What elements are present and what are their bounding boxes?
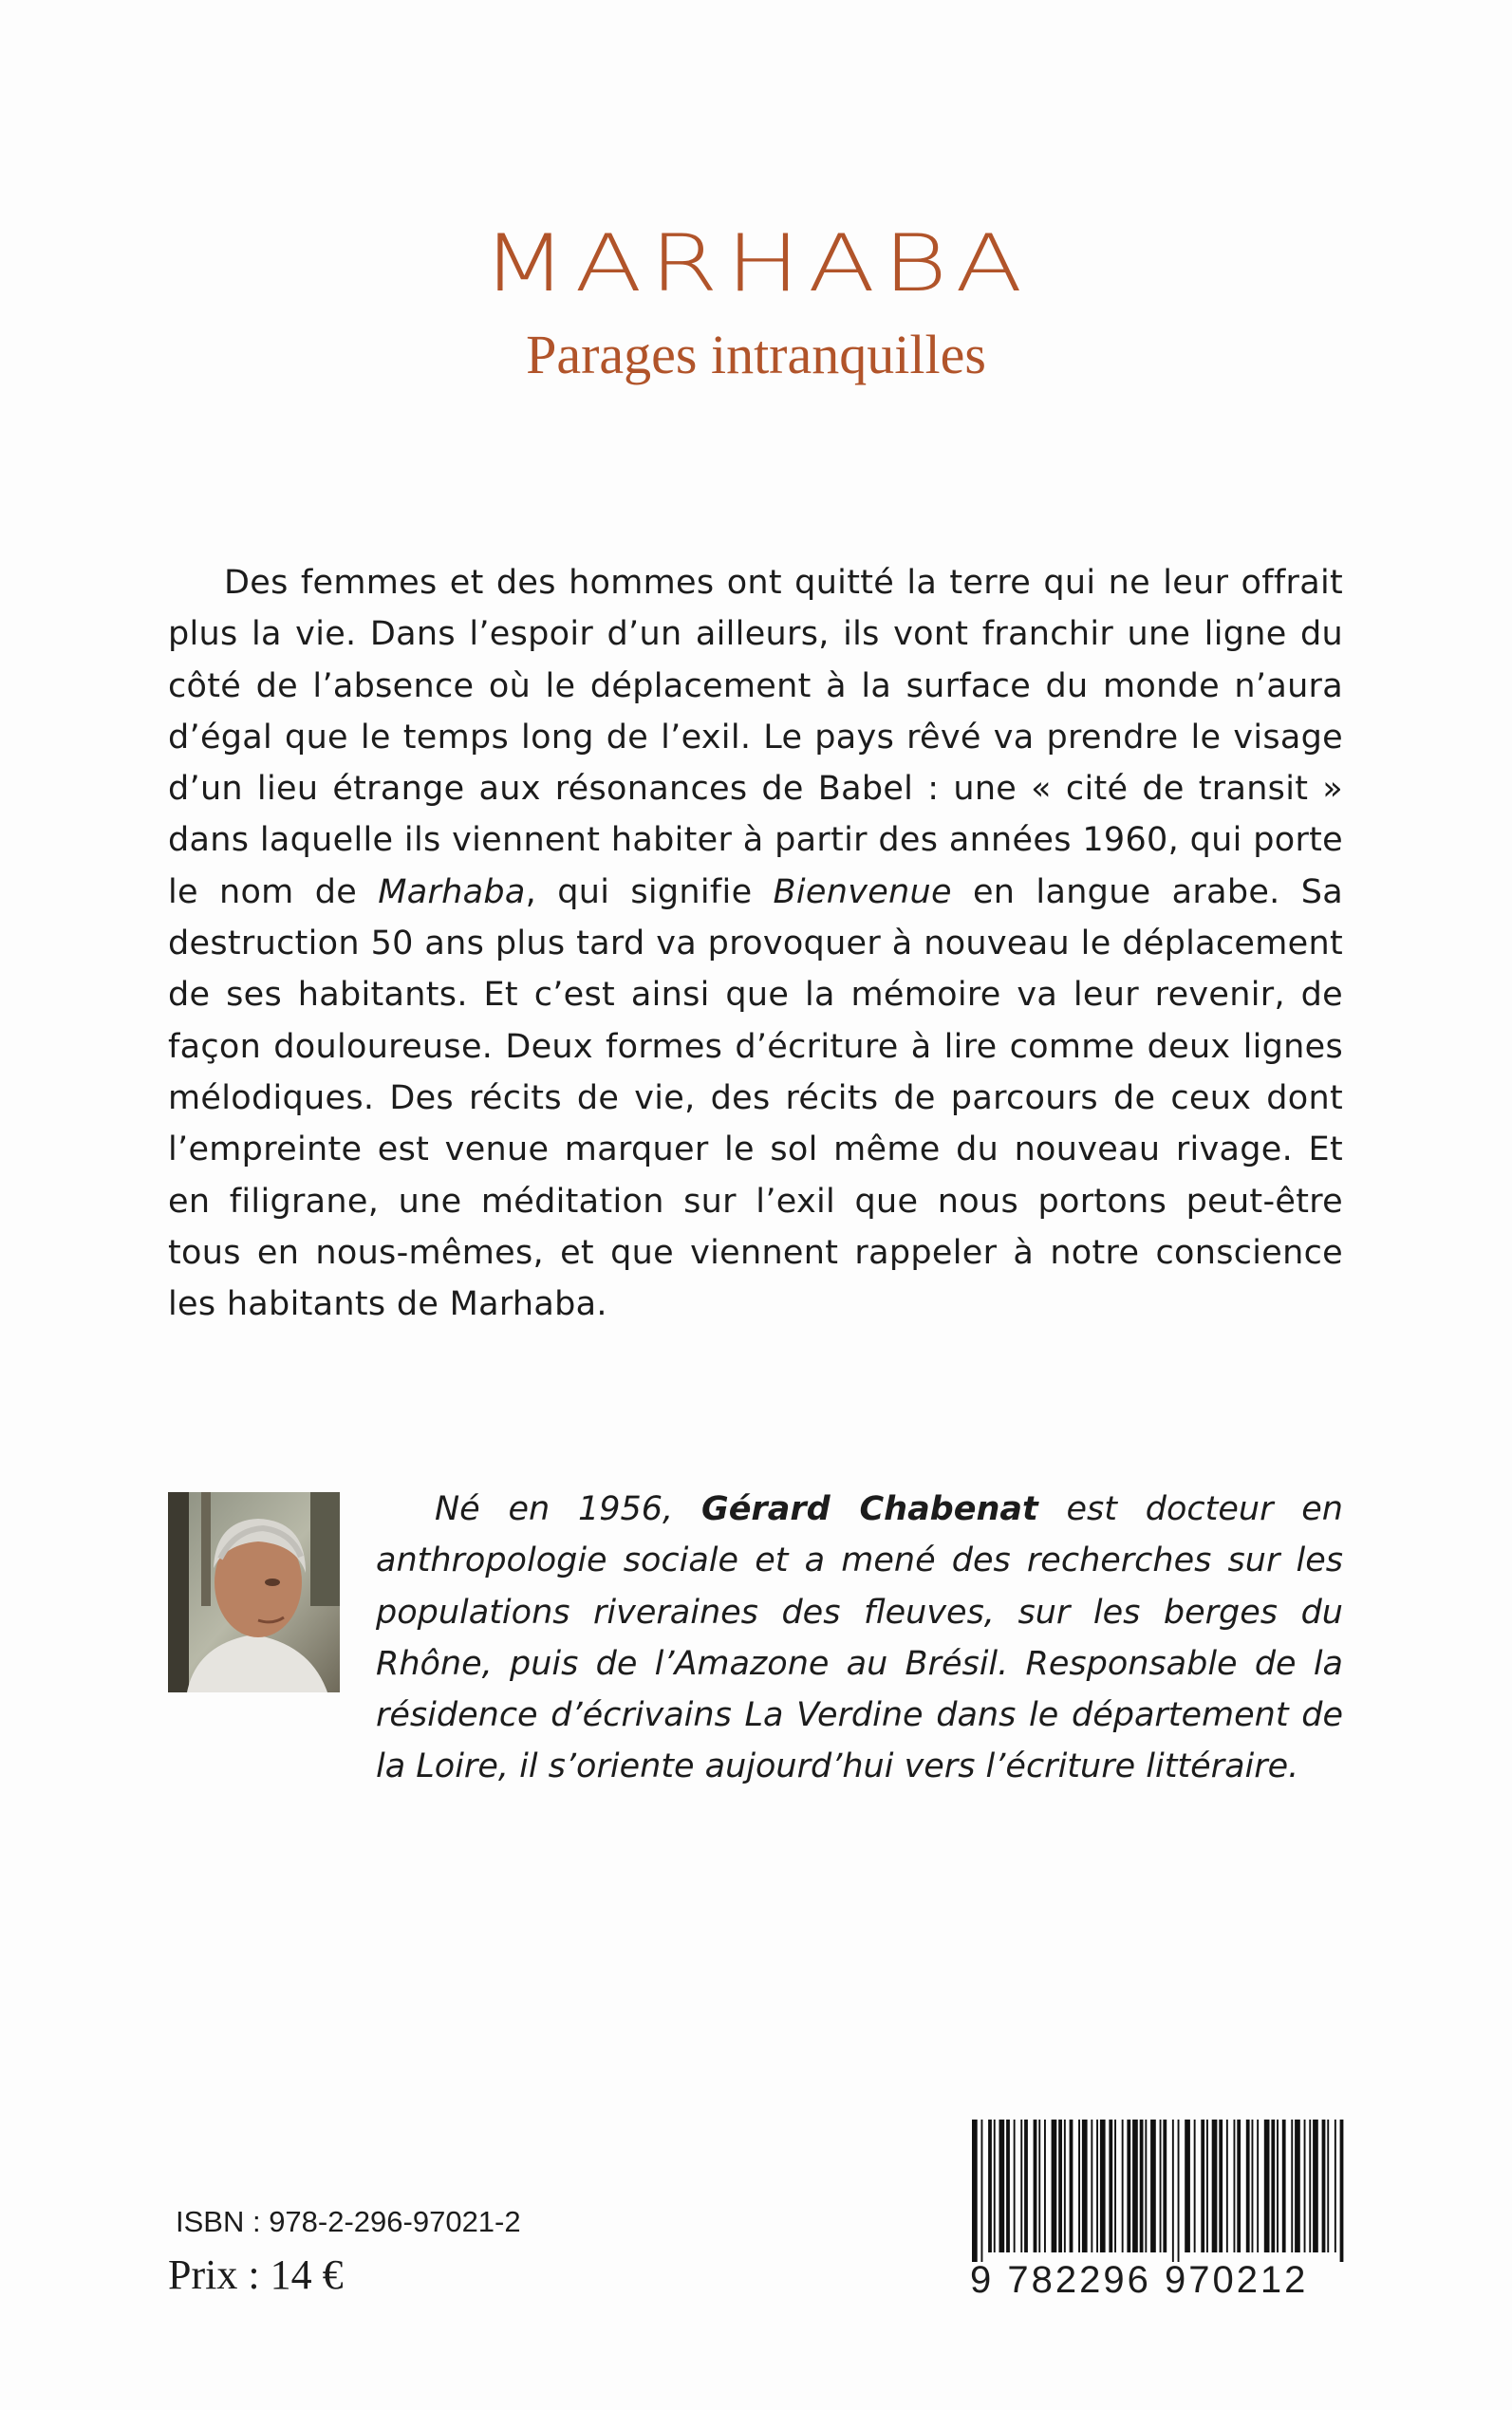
barcode-bar bbox=[1034, 2120, 1037, 2252]
isbn: ISBN : 978-2-296-97021-2 bbox=[176, 2205, 521, 2238]
barcode-bar bbox=[1194, 2120, 1196, 2252]
barcode-bar bbox=[1206, 2120, 1208, 2252]
barcode-bar bbox=[1052, 2120, 1057, 2252]
barcode-digits: 9 782296 970212 bbox=[970, 2259, 1309, 2301]
barcode-bar bbox=[1132, 2120, 1138, 2252]
barcode-bar bbox=[999, 2120, 1005, 2252]
barcode-bar bbox=[1304, 2120, 1306, 2252]
barcode-bar bbox=[1114, 2120, 1116, 2252]
barcode-bar bbox=[972, 2120, 978, 2262]
barcode-bar bbox=[1313, 2120, 1318, 2252]
author-bio-paragraph: Né en 1956, Gérard Chabenat est docteur en anthropologie sociale et a mené des recherches sur les populations riveraines des fleuves, sur les berges du Rhône, puis de l’Amazone au Brésil. Responsable de la résidence d’écrivains La Verdine dans le département de la Loire, il s’oriente aujourd’hui vers l’écriture littéraire. bbox=[376, 1490, 1343, 1786]
barcode-bar bbox=[1282, 2120, 1286, 2252]
barcode-bar bbox=[1178, 2120, 1180, 2262]
barcode-bar bbox=[1038, 2120, 1040, 2252]
book-title: MARHABA bbox=[481, 216, 1031, 309]
barcode-bar bbox=[1340, 2120, 1344, 2262]
barcode-bar bbox=[1096, 2120, 1098, 2252]
barcode-bar bbox=[1044, 2120, 1046, 2252]
barcode-bar bbox=[1246, 2120, 1250, 2252]
book-subtitle: Parages intranquilles bbox=[526, 324, 986, 385]
barcode-bar bbox=[1295, 2120, 1300, 2252]
barcode-bar bbox=[981, 2120, 983, 2262]
barcode-bar bbox=[1237, 2120, 1241, 2252]
barcode-bar bbox=[1160, 2120, 1162, 2252]
barcode-bar bbox=[1024, 2120, 1028, 2252]
barcode-bar bbox=[1070, 2120, 1073, 2252]
barcode-bar bbox=[1172, 2120, 1174, 2262]
barcode-bar bbox=[1271, 2120, 1275, 2252]
barcode-bar bbox=[1309, 2120, 1311, 2252]
price: Prix : 14 € bbox=[168, 2251, 344, 2298]
barcode-bar bbox=[1091, 2120, 1092, 2252]
barcode-bar bbox=[1109, 2120, 1112, 2252]
back-cover-blurb bbox=[168, 557, 1343, 1330]
barcode-bar bbox=[1234, 2120, 1236, 2252]
barcode-bar bbox=[1226, 2120, 1228, 2252]
blurb-paragraph: Des femmes et des hommes ont quitté la terre qui ne leur offrait plus la vie. Dans l’espoir d’un ailleurs, ils vont franchir une ligne du côté de l’absence où le déplacement à la surface du monde n’aura d’égal que le temps long de l’exil. Le pays rêvé va prendre le visage d’un lieu étrange aux résonances de Babel : une « cité de transit » dans laquelle ils viennent habiter à partir des années 1960, qui porte le nom de Marhaba, qui signifie Bienvenue en langue arabe. Sa destruction 50 ans plus tard va provoquer à nouveau le déplacement de ses habitants. Et c’est ainsi que la mémoire va leur revenir, de façon douloureuse. Deux formes d’écriture à lire comme deux lignes mélodiques. Des récits de vie, des récits de parcours de ceux dont l’empreinte est venue marquer le sol même du nouveau rivage. Et en filigrane, une méditation sur l’exil que nous portons peut-être tous en nous-mêmes, et que viennent rappeler à notre conscience les habitants de Marhaba. bbox=[168, 564, 1343, 1324]
barcode-bar bbox=[1014, 2120, 1016, 2252]
barcode-bar bbox=[1082, 2120, 1088, 2252]
barcode-bar bbox=[1277, 2120, 1279, 2252]
barcode-bar bbox=[1291, 2120, 1293, 2252]
barcode-bar bbox=[1127, 2120, 1130, 2252]
barcode-bar bbox=[1140, 2120, 1144, 2252]
barcode-bar bbox=[1335, 2120, 1336, 2252]
barcode-bar bbox=[1264, 2120, 1270, 2252]
author-bio bbox=[376, 1484, 1343, 1793]
barcode-bar bbox=[1257, 2120, 1259, 2252]
barcode-bar bbox=[1150, 2120, 1156, 2252]
blurb-emphasis-bienvenue: Bienvenue bbox=[773, 872, 952, 911]
barcode-bar bbox=[1185, 2120, 1190, 2252]
author-photo bbox=[168, 1492, 340, 1692]
barcode-bar bbox=[1212, 2120, 1218, 2252]
barcode-bar bbox=[994, 2120, 996, 2252]
barcode-bar bbox=[1006, 2120, 1010, 2252]
barcode-bar bbox=[1252, 2120, 1254, 2252]
barcode-bar bbox=[1327, 2120, 1329, 2252]
barcode-bar bbox=[1100, 2120, 1106, 2252]
barcode-bar bbox=[1163, 2120, 1167, 2252]
author-name: Gérard Chabenat bbox=[700, 1490, 1038, 1528]
barcode-bar bbox=[1122, 2120, 1124, 2252]
author-portrait-illustration bbox=[168, 1492, 340, 1692]
barcode-bar bbox=[1058, 2120, 1062, 2252]
blurb-emphasis-marhaba: Marhaba bbox=[378, 872, 526, 911]
barcode-bar bbox=[1078, 2120, 1080, 2252]
barcode-bar bbox=[1020, 2120, 1022, 2252]
barcode-bar bbox=[988, 2120, 992, 2252]
barcode-bar bbox=[1322, 2120, 1326, 2252]
barcode-bar bbox=[1201, 2120, 1204, 2252]
barcode-bar bbox=[1064, 2120, 1066, 2252]
barcode-bar bbox=[1219, 2120, 1223, 2252]
barcode-bar bbox=[1145, 2120, 1147, 2252]
